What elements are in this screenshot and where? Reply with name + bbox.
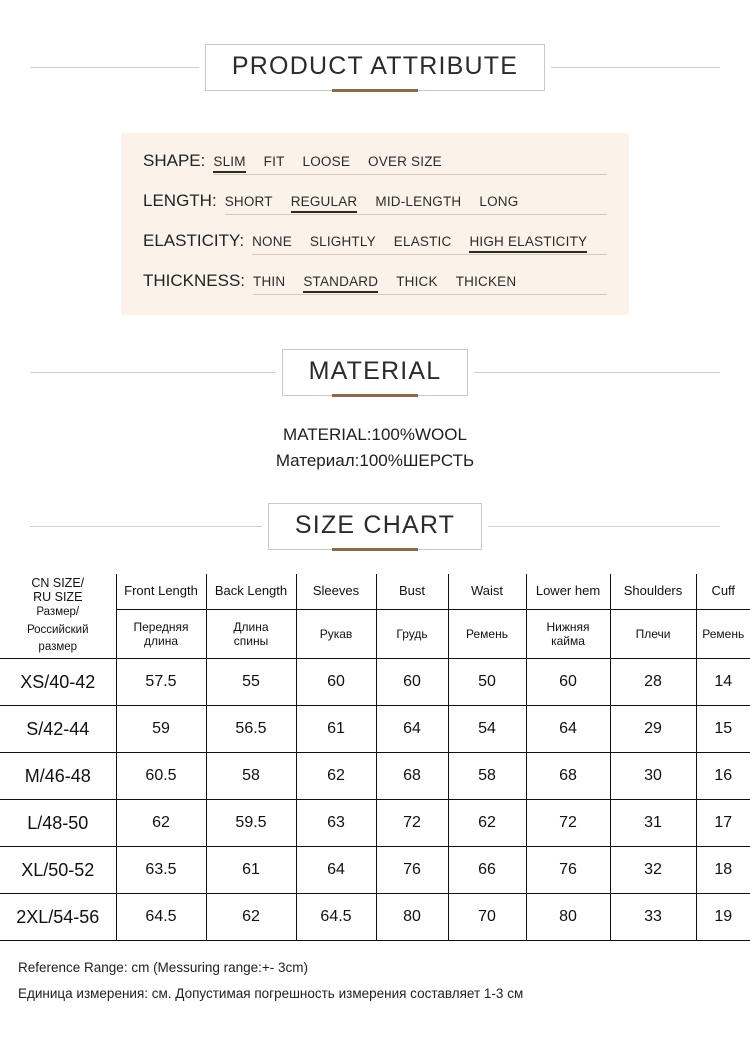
attribute-options-shape: [213, 154, 607, 175]
material-line-en: MATERIAL:100%WOOL: [283, 425, 467, 444]
attribute-panel: [121, 133, 629, 315]
cell-m-waist: 58: [448, 753, 526, 800]
cell-2xl-back-length: 62: [206, 894, 296, 941]
cell-m-bust: 68: [376, 753, 448, 800]
cell-m-front-length: 60.5: [116, 753, 206, 800]
header-ru-front-length-l1: Передняя: [133, 619, 189, 634]
header-ru-back-length: [206, 610, 296, 659]
page-title-size-chart: SIZE CHART: [294, 510, 456, 539]
note-english: Reference Range: cm (Messuring range:+- 3cm): [18, 960, 308, 976]
material-rule-left: [30, 372, 276, 373]
cell-m-lower-hem: 68: [526, 753, 610, 800]
table-row: [0, 753, 750, 800]
cell-xl-shoulders: 32: [610, 847, 696, 894]
cell-l-lower-hem: 72: [526, 800, 610, 847]
header-waist: Waist: [448, 574, 526, 610]
material-title-underline: [332, 394, 418, 397]
size-chart-table-wrap: [0, 574, 750, 941]
corner-ru-line3: размер: [38, 640, 78, 653]
cell-xs-front-length: 57.5: [116, 659, 206, 706]
size-chart-title-box: [268, 503, 482, 550]
header-ru-back-length-l2: спины: [233, 634, 269, 649]
cell-xs-sleeves: 60: [296, 659, 376, 706]
cell-m-back-length: 58: [206, 753, 296, 800]
attribute-option-thick[interactable]: THICK: [396, 274, 438, 289]
cell-s-sleeves: 61: [296, 706, 376, 753]
row-size-m: M/46-48: [0, 753, 116, 800]
attribute-row-elasticity: [143, 231, 607, 255]
attribute-label-thickness: THICKNESS:: [143, 271, 246, 290]
cell-xl-front-length: 63.5: [116, 847, 206, 894]
attribute-option-over-size[interactable]: OVER SIZE: [368, 154, 442, 169]
corner-en-line2: RU SIZE: [33, 590, 83, 605]
attribute-option-long[interactable]: LONG: [479, 194, 519, 209]
cell-l-shoulders: 31: [610, 800, 696, 847]
attribute-row-thickness: [143, 271, 607, 295]
material-rule-right: [474, 372, 720, 373]
material-title-box: [282, 349, 469, 396]
header-sleeves: Sleeves: [296, 574, 376, 610]
attribute-option-short[interactable]: SHORT: [224, 194, 273, 209]
attribute-option-standard[interactable]: STANDARD: [303, 274, 379, 289]
product-attribute-title-box: [205, 44, 545, 91]
row-size-xs: XS/40-42: [0, 659, 116, 706]
header-ru-lower-hem: [526, 610, 610, 659]
row-size-l: L/48-50: [0, 800, 116, 847]
table-row: [0, 847, 750, 894]
page-title-material: MATERIAL: [308, 357, 442, 385]
table-row: [0, 894, 750, 941]
header-ru-cuff: Ремень: [696, 610, 750, 659]
size-title-underline: [332, 548, 418, 551]
cell-m-shoulders: 30: [610, 753, 696, 800]
attribute-row-shape: [143, 151, 607, 175]
cell-2xl-waist: 70: [448, 894, 526, 941]
size-chart-table: [0, 574, 750, 941]
cell-2xl-front-length: 64.5: [116, 894, 206, 941]
page-title-product-attribute: PRODUCT ATTRIBUTE: [231, 52, 519, 80]
table-header-row-en: [0, 574, 750, 610]
cell-xs-shoulders: 28: [610, 659, 696, 706]
header-ru-bust: Грудь: [376, 610, 448, 659]
cell-xl-bust: 76: [376, 847, 448, 894]
corner-en-line1: CN SIZE/: [31, 575, 85, 590]
cell-s-front-length: 59: [116, 706, 206, 753]
cell-xs-back-length: 55: [206, 659, 296, 706]
header-ru-sleeves: Рукав: [296, 610, 376, 659]
cell-xl-waist: 66: [448, 847, 526, 894]
attribute-option-fit[interactable]: FIT: [263, 154, 285, 169]
header-ru-lower-hem-l1: Нижняя: [546, 619, 590, 634]
attribute-label-length: LENGTH:: [143, 191, 217, 210]
attribute-option-regular[interactable]: REGULAR: [290, 194, 358, 209]
attribute-option-slightly[interactable]: SLIGHTLY: [309, 234, 376, 249]
cell-m-sleeves: 62: [296, 753, 376, 800]
table-row: [0, 659, 750, 706]
material-line-ru: Материал:100%ШЕРСТЬ: [275, 451, 475, 471]
cell-xl-sleeves: 64: [296, 847, 376, 894]
cell-2xl-lower-hem: 80: [526, 894, 610, 941]
cell-s-lower-hem: 64: [526, 706, 610, 753]
row-size-2xl: 2XL/54-56: [0, 894, 116, 941]
cell-2xl-bust: 80: [376, 894, 448, 941]
cell-2xl-cuff: 19: [696, 894, 750, 941]
cell-l-bust: 72: [376, 800, 448, 847]
attribute-options-elasticity: [252, 234, 607, 255]
attribute-label-shape: SHAPE:: [143, 151, 206, 170]
table-row: [0, 800, 750, 847]
header-cuff: Cuff: [696, 574, 750, 610]
cell-2xl-sleeves: 64.5: [296, 894, 376, 941]
cell-xl-cuff: 18: [696, 847, 750, 894]
cell-xl-lower-hem: 76: [526, 847, 610, 894]
attribute-options-thickness: [253, 274, 607, 295]
header-ru-lower-hem-l2: кайма: [551, 634, 585, 649]
material-heading: [30, 349, 720, 396]
header-ru-front-length: [116, 610, 206, 659]
cell-xs-waist: 50: [448, 659, 526, 706]
cell-s-waist: 54: [448, 706, 526, 753]
cell-xs-lower-hem: 60: [526, 659, 610, 706]
attribute-row-length: [143, 191, 607, 215]
cell-l-sleeves: 63: [296, 800, 376, 847]
header-bust: Bust: [376, 574, 448, 610]
header-ru-front-length-l2: длина: [143, 634, 178, 649]
header-front-length: Front Length: [116, 574, 206, 610]
heading-rule-left: [30, 67, 199, 68]
attribute-option-thicken[interactable]: THICKEN: [455, 274, 517, 289]
size-chart-heading: [30, 503, 720, 550]
table-row: [0, 706, 750, 753]
attribute-option-loose[interactable]: LOOSE: [302, 154, 351, 169]
cell-xs-bust: 60: [376, 659, 448, 706]
note-russian: Единица измерения: см. Допустимая погрешность измерения составляет 1-3 см: [18, 985, 524, 1001]
header-ru-back-length-l1: Длина: [233, 619, 269, 634]
cell-s-bust: 64: [376, 706, 448, 753]
cell-s-shoulders: 29: [610, 706, 696, 753]
row-size-xl: XL/50-52: [0, 847, 116, 894]
attribute-option-elastic[interactable]: ELASTIC: [393, 234, 452, 249]
header-back-length: Back Length: [206, 574, 296, 610]
attribute-option-mid-length[interactable]: MID-LENGTH: [375, 194, 462, 209]
cell-l-front-length: 62: [116, 800, 206, 847]
attribute-option-thin[interactable]: THIN: [253, 274, 286, 289]
attribute-options-length: [225, 194, 607, 215]
size-rule-left: [30, 526, 262, 527]
cell-2xl-shoulders: 33: [610, 894, 696, 941]
attribute-option-slim[interactable]: SLIM: [213, 154, 246, 169]
header-ru-waist: Ремень: [448, 610, 526, 659]
cell-s-cuff: 15: [696, 706, 750, 753]
cell-m-cuff: 16: [696, 753, 750, 800]
measurement-notes: [18, 955, 750, 1006]
cell-xl-back-length: 61: [206, 847, 296, 894]
cell-l-back-length: 59.5: [206, 800, 296, 847]
header-lower-hem: Lower hem: [526, 574, 610, 610]
row-size-s: S/42-44: [0, 706, 116, 753]
cell-s-back-length: 56.5: [206, 706, 296, 753]
heading-rule-right: [551, 67, 720, 68]
product-attribute-heading: [30, 44, 720, 91]
title-underline: [332, 89, 418, 92]
cell-xs-cuff: 14: [696, 659, 750, 706]
header-ru-shoulders: Плечи: [610, 610, 696, 659]
attribute-option-high-elasticity[interactable]: HIGH ELASTICITY: [469, 234, 588, 249]
material-block: [0, 422, 750, 475]
attribute-label-elasticity: ELASTICITY:: [143, 231, 245, 250]
attribute-option-none[interactable]: NONE: [252, 234, 292, 249]
cell-l-waist: 62: [448, 800, 526, 847]
size-rule-right: [488, 526, 720, 527]
header-shoulders: Shoulders: [610, 574, 696, 610]
corner-ru-line1: Размер/: [36, 606, 80, 619]
table-corner-cell: [0, 574, 116, 659]
cell-l-cuff: 17: [696, 800, 750, 847]
corner-ru-line2: Российский: [26, 623, 89, 636]
